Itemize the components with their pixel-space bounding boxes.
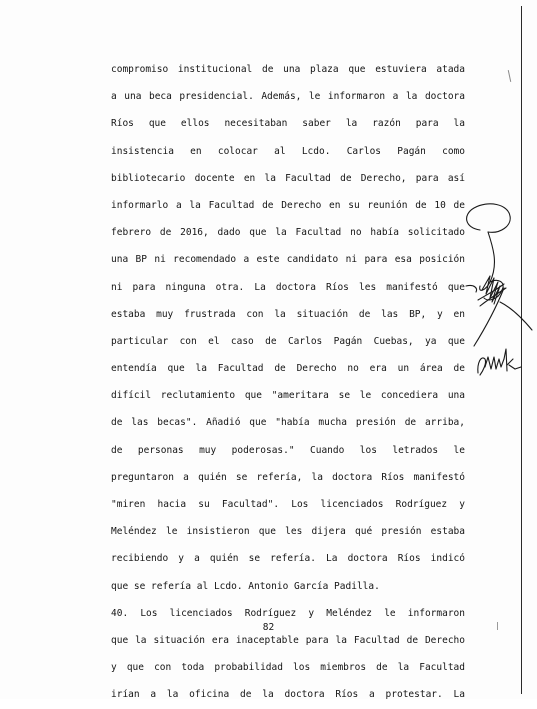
text-line: febrero de 2016, dado que la Facultad no había solicitado <box>111 227 465 239</box>
text-line: "miren hacia su Facultad". Los licenciados Rodríguez y <box>111 499 465 510</box>
text-line: Meléndez le insistieron que les dijera qué presión estaba <box>111 526 465 538</box>
text-line: difícil reclutamiento que "ameritara se le concediera una <box>111 390 465 402</box>
text-line: a una beca presidencial. Además, le informaron a la doctora <box>111 91 465 103</box>
text-line: irían a la oficina de la doctora Ríos a protestar. La <box>111 689 465 701</box>
text-line: que se refería al Lcdo. Antonio García Padilla. <box>111 580 380 592</box>
text-line: y que con toda probabilidad los miembros de la Facultad <box>111 662 465 674</box>
page-number: 82 <box>262 622 275 633</box>
text-line: que la situación era inaceptable para la Facultad de Derecho <box>111 634 465 646</box>
text-line: informarlo a la Facultad de Derecho en su reunión de 10 de <box>111 199 465 211</box>
text-line: bibliotecario docente en la Facultad de Derecho, para así <box>111 172 465 184</box>
text-line: 40. Los licenciados Rodríguez y Meléndez le informaron <box>111 607 465 619</box>
text-line: Ríos que ellos necesitaban saber la razón para la <box>111 118 465 130</box>
text-line: insistencia en colocar al Lcdo. Carlos Pagán como <box>111 145 465 157</box>
text-line: de personas muy poderosas." Cuando los letrados le <box>111 444 465 456</box>
text-line: entendía que la Facultad de Derecho no era un área de <box>111 363 465 375</box>
text-line: preguntaron a quién se refería, la doctora Ríos manifestó <box>111 471 465 483</box>
margin-mark <box>508 70 511 82</box>
handwritten-initials-icon <box>475 345 523 385</box>
text-line: ni para ninguna otra. La doctora Ríos les manifestó que <box>111 281 465 293</box>
text-line: una BP ni recomendado a este candidato ni para esa posición <box>111 254 465 266</box>
text-line: particular con el caso de Carlos Pagán Cuebas, ya que <box>111 335 465 347</box>
text-line: de las becas". Añadió que "había mucha presión de arriba, <box>111 417 465 429</box>
text-line: recibiendo y a quién se refería. La doctora Ríos indicó <box>111 553 465 565</box>
text-line: estaba muy frustrada con la situación de las BP, y en <box>111 308 465 320</box>
text-line: compromiso institucional de una plaza que estuviera atada <box>111 64 465 75</box>
body-text <box>111 56 465 709</box>
